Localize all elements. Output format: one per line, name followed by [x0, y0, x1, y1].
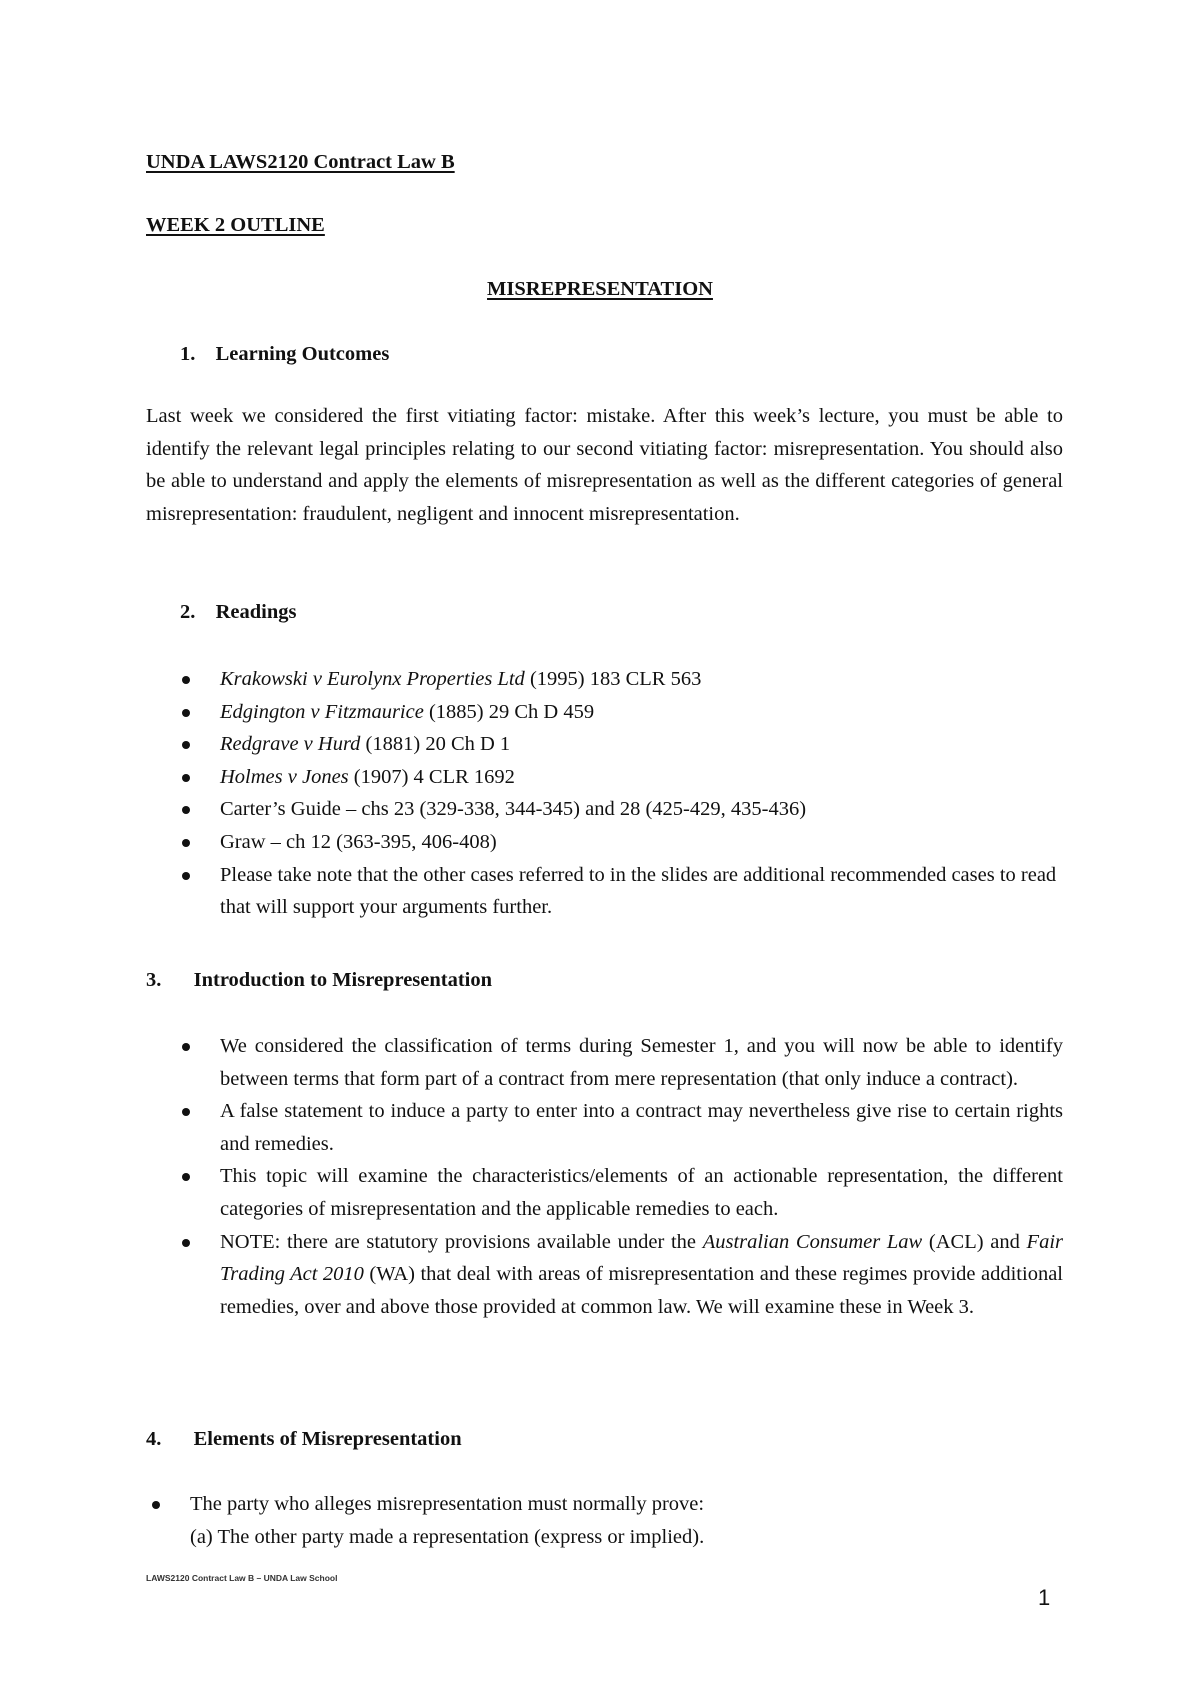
section-4-heading — [146, 1425, 462, 1453]
case-name: Holmes v Jones — [220, 765, 349, 788]
bullet-icon — [182, 839, 190, 847]
bullet-icon — [182, 1043, 190, 1051]
bullet-icon — [152, 1501, 160, 1509]
case-citation: (1995) 183 CLR 563 — [524, 668, 702, 690]
page-footer: LAWS2120 Contract Law B – UNDA Law School — [146, 1573, 338, 1583]
course-title: UNDA LAWS2120 Contract Law B — [146, 151, 455, 173]
reading-text: Please take note that the other cases referred to in the slides are additional recommended cases to read that will support your arguments further. — [220, 863, 1057, 919]
section-3-number: 3. — [146, 969, 162, 991]
list-item — [220, 696, 1063, 729]
section-1-number: 1. — [180, 343, 196, 365]
section-3-heading — [146, 966, 492, 994]
case-citation: (1881) 20 Ch D 1 — [360, 733, 511, 756]
case-name: Redgrave v Hurd — [220, 733, 361, 756]
list-item — [190, 1488, 1063, 1553]
bullet-icon — [182, 774, 190, 782]
case-citation: (1885) 29 Ch D 459 — [423, 700, 595, 723]
list-item — [220, 793, 1063, 826]
section-1-title: Learning Outcomes — [215, 343, 390, 365]
reading-text: Carter’s Guide – chs 23 (329-338, 344-345) and 28 (425-429, 435-436) — [220, 798, 807, 821]
section-3-title: Introduction to Misrepresentation — [193, 969, 493, 991]
list-item — [220, 1030, 1063, 1095]
intro-text: We considered the classification of terms during Semester 1, and you will now be able to identify between terms that form part of a contract from mere representation (that only induce a contract). — [220, 1035, 1063, 1090]
bullet-icon — [182, 872, 190, 880]
page-number: 1 — [1038, 1585, 1051, 1610]
note-text: NOTE: there are statutory provisions available under the — [220, 1230, 703, 1253]
topic-title: MISREPRESENTATION — [487, 278, 713, 300]
statute-name: Fair Trading Act 2010 — [220, 1230, 1063, 1286]
list-item — [220, 761, 1063, 794]
learning-outcomes-paragraph: Last week we considered the first vitiating factor: mistake. After this week’s lecture, you must be able to identify the relevant legal principles relating to our second vitiating factor: misrepresentation. You should also be able to understand and apply the elements of misrepresentation as well as the different categories of general misrepresentation: fraudulent, negligent and innocent misrepresentation. — [146, 405, 1063, 525]
readings-list — [220, 663, 1063, 924]
bullet-icon — [182, 741, 190, 749]
bullet-icon — [182, 709, 190, 717]
case-citation: (1907) 4 CLR 1692 — [348, 765, 515, 788]
section-4-number: 4. — [146, 1428, 162, 1450]
sub-item-a: (a) The other party made a representation (express or implied). — [190, 1525, 705, 1548]
list-item — [220, 1226, 1063, 1324]
note-text: (WA) that deal with areas of misrepresentation and these regimes provide additional remedies, over and above those provided at common law. We will examine these in Week 3. — [220, 1263, 1063, 1318]
case-name: Edgington v Fitzmaurice — [220, 700, 424, 723]
case-name: Krakowski v Eurolynx Properties Ltd — [220, 668, 525, 690]
section-2-heading — [180, 598, 297, 626]
list-item — [220, 1160, 1063, 1225]
bullet-icon — [182, 1108, 190, 1116]
bullet-icon — [182, 1173, 190, 1181]
list-item — [220, 859, 1063, 924]
intro-text: A false statement to induce a party to enter into a contract may nevertheless give rise to certain rights and remedies. — [220, 1100, 1063, 1155]
week-title: WEEK 2 OUTLINE — [146, 214, 325, 236]
section-2-title: Readings — [215, 601, 297, 623]
elements-list — [190, 1488, 1063, 1553]
statute-name: Australian Consumer Law — [702, 1230, 923, 1253]
list-item — [220, 1095, 1063, 1160]
note-text: (ACL) and — [922, 1230, 1027, 1253]
elements-text: The party who alleges misrepresentation must normally prove: — [190, 1493, 705, 1515]
list-item — [220, 663, 1063, 696]
intro-text: This topic will examine the characteristics/elements of an actionable representation, the different categories of misrepresentation and the applicable remedies to each. — [220, 1165, 1063, 1220]
bullet-icon — [182, 1239, 190, 1247]
list-item — [220, 826, 1063, 859]
reading-text: Graw – ch 12 (363-395, 406-408) — [220, 830, 497, 853]
bullet-icon — [182, 806, 190, 814]
bullet-icon — [182, 676, 190, 684]
section-4-title: Elements of Misrepresentation — [193, 1428, 462, 1450]
section-2-number: 2. — [180, 601, 196, 623]
introduction-list — [220, 1030, 1063, 1323]
section-1-heading — [180, 340, 389, 368]
list-item — [220, 728, 1063, 761]
